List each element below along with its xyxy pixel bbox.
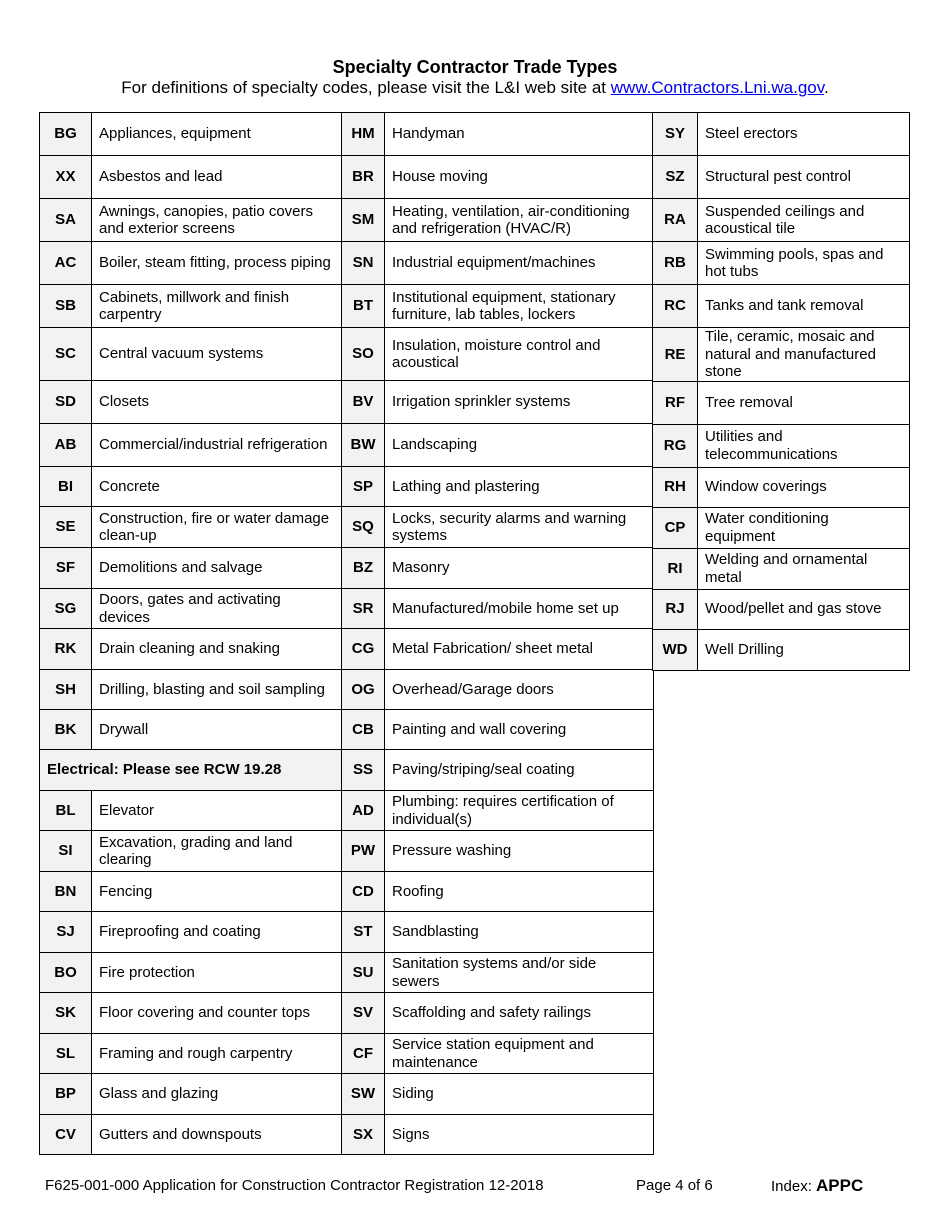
trade-description: Framing and rough carpentry: [92, 1034, 343, 1074]
trade-code: RB: [653, 242, 698, 285]
trade-description: Tanks and tank removal: [698, 285, 910, 328]
trade-description: Gutters and downspouts: [92, 1115, 343, 1155]
table-row: [342, 1034, 654, 1074]
index-value: APPC: [816, 1176, 864, 1195]
trade-code: SD: [40, 381, 92, 424]
trade-description: Awnings, canopies, patio covers and exterior screens: [92, 199, 343, 242]
table-row: [653, 381, 910, 424]
trade-code: CP: [653, 507, 698, 548]
table-row: [653, 629, 910, 670]
trade-code: SQ: [342, 507, 385, 548]
table-row: [40, 507, 343, 548]
trade-description: Overhead/Garage doors: [385, 670, 654, 710]
trade-code: PW: [342, 831, 385, 872]
trade-code: CV: [40, 1115, 92, 1155]
table-row: [342, 750, 654, 791]
trade-description: Fire protection: [92, 953, 343, 993]
trade-description: Landscaping: [385, 424, 654, 467]
trade-description: Heating, ventilation, air-conditioning and refrigeration (HVAC/R): [385, 199, 654, 242]
trade-code: BV: [342, 381, 385, 424]
trade-code: CF: [342, 1034, 385, 1074]
trade-description: Drilling, blasting and soil sampling: [92, 670, 343, 710]
table-row: [653, 285, 910, 328]
page-subtitle: [0, 78, 950, 98]
table-row: [342, 589, 654, 629]
trade-description: Asbestos and lead: [92, 156, 343, 199]
table-row: [40, 629, 343, 670]
table-row: [40, 791, 343, 831]
trade-description: Steel erectors: [698, 113, 910, 156]
contractors-site-link[interactable]: www.Contractors.Lni.wa.gov: [610, 78, 824, 97]
trade-code: AD: [342, 791, 385, 831]
table-row: [342, 548, 654, 589]
trade-code: HM: [342, 113, 385, 156]
table-row: [342, 670, 654, 710]
index-info: [771, 1176, 863, 1197]
trade-code: RC: [653, 285, 698, 328]
trade-table-column-3: [652, 112, 910, 671]
trade-description: Swimming pools, spas and hot tubs: [698, 242, 910, 285]
trade-description: Elevator: [92, 791, 343, 831]
trade-description: Doors, gates and activating devices: [92, 589, 343, 629]
table-row: [40, 912, 343, 953]
trade-code: SR: [342, 589, 385, 629]
trade-description: Central vacuum systems: [92, 328, 343, 381]
trade-code: SU: [342, 953, 385, 993]
table-row: [40, 199, 343, 242]
trade-description: Demolitions and salvage: [92, 548, 343, 589]
table-row: [40, 285, 343, 328]
table-row: [40, 424, 343, 467]
trade-description: Suspended ceilings and acoustical tile: [698, 199, 910, 242]
trade-code: SH: [40, 670, 92, 710]
table-row: [40, 381, 343, 424]
trade-description: Scaffolding and safety railings: [385, 993, 654, 1034]
table-row: [40, 1074, 343, 1115]
trade-description: Sandblasting: [385, 912, 654, 953]
table-row: [653, 548, 910, 589]
subtitle-text: For definitions of specialty codes, please visit the L&I web site at: [121, 78, 611, 97]
trade-code: SO: [342, 328, 385, 381]
table-row: [342, 285, 654, 328]
table-row: [653, 242, 910, 285]
trade-code: SJ: [40, 912, 92, 953]
table-row: [342, 381, 654, 424]
table-row: [342, 629, 654, 670]
trade-description: Commercial/industrial refrigeration: [92, 424, 343, 467]
trade-code: CB: [342, 710, 385, 750]
trade-code: SA: [40, 199, 92, 242]
electrical-note: Electrical: Please see RCW 19.28: [40, 750, 343, 791]
trade-description: Drywall: [92, 710, 343, 750]
table-row: [653, 113, 910, 156]
table-row: [342, 710, 654, 750]
trade-code: OG: [342, 670, 385, 710]
trade-code: SI: [40, 831, 92, 872]
trade-description: Water conditioning equipment: [698, 507, 910, 548]
trade-code: AC: [40, 242, 92, 285]
table-row: [40, 872, 343, 912]
table-row: [342, 912, 654, 953]
trade-description: Closets: [92, 381, 343, 424]
trade-description: Boiler, steam fitting, process piping: [92, 242, 343, 285]
trade-description: Structural pest control: [698, 156, 910, 199]
table-row: [653, 156, 910, 199]
trade-code: CG: [342, 629, 385, 670]
trade-code: SS: [342, 750, 385, 791]
trade-code: CD: [342, 872, 385, 912]
trade-description: Floor covering and counter tops: [92, 993, 343, 1034]
table-row: [342, 328, 654, 381]
trade-code: RE: [653, 328, 698, 382]
table-row: [40, 242, 343, 285]
trade-description: Plumbing: requires certification of individual(s): [385, 791, 654, 831]
trade-code: SL: [40, 1034, 92, 1074]
trade-description: House moving: [385, 156, 654, 199]
page-title: Specialty Contractor Trade Types: [332, 57, 618, 77]
table-row: [653, 507, 910, 548]
table-row: [40, 589, 343, 629]
trade-description: Institutional equipment, stationary furniture, lab tables, lockers: [385, 285, 654, 328]
table-row: [40, 710, 343, 750]
table-row: [40, 467, 343, 507]
table-row: [342, 872, 654, 912]
trade-description: Window coverings: [698, 467, 910, 507]
trade-code: BZ: [342, 548, 385, 589]
trade-code: BL: [40, 791, 92, 831]
trade-code: BR: [342, 156, 385, 199]
trade-description: Utilities and telecommunications: [698, 424, 910, 467]
trade-code: AB: [40, 424, 92, 467]
trade-description: Fireproofing and coating: [92, 912, 343, 953]
table-row: [40, 831, 343, 872]
trade-code: SE: [40, 507, 92, 548]
table-row: [40, 156, 343, 199]
table-row: [40, 953, 343, 993]
table-row: [342, 1115, 654, 1155]
table-row: [653, 199, 910, 242]
trade-description: Excavation, grading and land clearing: [92, 831, 343, 872]
trade-code: BG: [40, 113, 92, 156]
table-row: [342, 953, 654, 993]
trade-code: SM: [342, 199, 385, 242]
trade-description: Fencing: [92, 872, 343, 912]
table-row: [342, 467, 654, 507]
trade-description: Locks, security alarms and warning systems: [385, 507, 654, 548]
trade-table-column-1: [39, 112, 343, 1155]
trade-code: XX: [40, 156, 92, 199]
trade-description: Sanitation systems and/or side sewers: [385, 953, 654, 993]
table-row: [40, 670, 343, 710]
trade-code: BI: [40, 467, 92, 507]
table-row: [342, 424, 654, 467]
trade-code: SN: [342, 242, 385, 285]
trade-code: BP: [40, 1074, 92, 1115]
table-row: [342, 791, 654, 831]
table-row: [40, 113, 343, 156]
table-row: [40, 548, 343, 589]
table-row: [653, 589, 910, 629]
trade-code: SV: [342, 993, 385, 1034]
trade-code: BT: [342, 285, 385, 328]
trade-code: SC: [40, 328, 92, 381]
trade-code: WD: [653, 629, 698, 670]
table-row: [342, 199, 654, 242]
trade-code: RF: [653, 381, 698, 424]
trade-description: Tree removal: [698, 381, 910, 424]
trade-description: Well Drilling: [698, 629, 910, 670]
trade-code: RJ: [653, 589, 698, 629]
trade-description: Manufactured/mobile home set up: [385, 589, 654, 629]
trade-code: SW: [342, 1074, 385, 1115]
table-row: [342, 831, 654, 872]
trade-description: Masonry: [385, 548, 654, 589]
trade-description: Wood/pellet and gas stove: [698, 589, 910, 629]
trade-code: RH: [653, 467, 698, 507]
table-row: [40, 1115, 343, 1155]
table-row: [342, 156, 654, 199]
trade-description: Roofing: [385, 872, 654, 912]
trade-description: Construction, fire or water damage clean-up: [92, 507, 343, 548]
trade-description: Siding: [385, 1074, 654, 1115]
index-label: Index:: [771, 1178, 817, 1195]
trade-description: Industrial equipment/machines: [385, 242, 654, 285]
trade-description: Glass and glazing: [92, 1074, 343, 1115]
trade-description: Painting and wall covering: [385, 710, 654, 750]
table-row: [40, 750, 343, 791]
trade-description: Appliances, equipment: [92, 113, 343, 156]
trade-code: SK: [40, 993, 92, 1034]
table-row: [40, 328, 343, 381]
trade-code: RI: [653, 548, 698, 589]
table-row: [653, 328, 910, 382]
trade-description: Signs: [385, 1115, 654, 1155]
trade-code: RG: [653, 424, 698, 467]
trade-code: SZ: [653, 156, 698, 199]
trade-code: BW: [342, 424, 385, 467]
table-row: [40, 1034, 343, 1074]
trade-code: SY: [653, 113, 698, 156]
table-row: [40, 993, 343, 1034]
trade-description: Concrete: [92, 467, 343, 507]
trade-table-column-2: [341, 112, 654, 1155]
trade-code: BK: [40, 710, 92, 750]
trade-description: Lathing and plastering: [385, 467, 654, 507]
trade-code: ST: [342, 912, 385, 953]
table-row: [342, 1074, 654, 1115]
table-row: [653, 424, 910, 467]
trade-description: Pressure washing: [385, 831, 654, 872]
trade-code: BO: [40, 953, 92, 993]
subtitle-period: .: [823, 78, 829, 97]
trade-code: RK: [40, 629, 92, 670]
trade-description: Insulation, moisture control and acoustical: [385, 328, 654, 381]
table-row: [342, 242, 654, 285]
trade-description: Metal Fabrication/ sheet metal: [385, 629, 654, 670]
trade-description: Handyman: [385, 113, 654, 156]
trade-code: RA: [653, 199, 698, 242]
table-row: [653, 467, 910, 507]
table-row: [342, 113, 654, 156]
trade-code: SG: [40, 589, 92, 629]
trade-description: Welding and ornamental metal: [698, 548, 910, 589]
trade-code: SF: [40, 548, 92, 589]
trade-code: BN: [40, 872, 92, 912]
table-row: [342, 507, 654, 548]
trade-code: SB: [40, 285, 92, 328]
trade-description: Irrigation sprinkler systems: [385, 381, 654, 424]
trade-description: Drain cleaning and snaking: [92, 629, 343, 670]
trade-description: Service station equipment and maintenance: [385, 1034, 654, 1074]
trade-code: SX: [342, 1115, 385, 1155]
trade-code: SP: [342, 467, 385, 507]
table-row: [342, 993, 654, 1034]
trade-description: Paving/striping/seal coating: [385, 750, 654, 791]
trade-description: Cabinets, millwork and finish carpentry: [92, 285, 343, 328]
form-number: F625-001-000 Application for Construction Contractor Registration 12-2018: [45, 1177, 544, 1194]
trade-description: Tile, ceramic, mosaic and natural and manufactured stone: [698, 328, 910, 382]
page-number: Page 4 of 6: [636, 1177, 713, 1194]
